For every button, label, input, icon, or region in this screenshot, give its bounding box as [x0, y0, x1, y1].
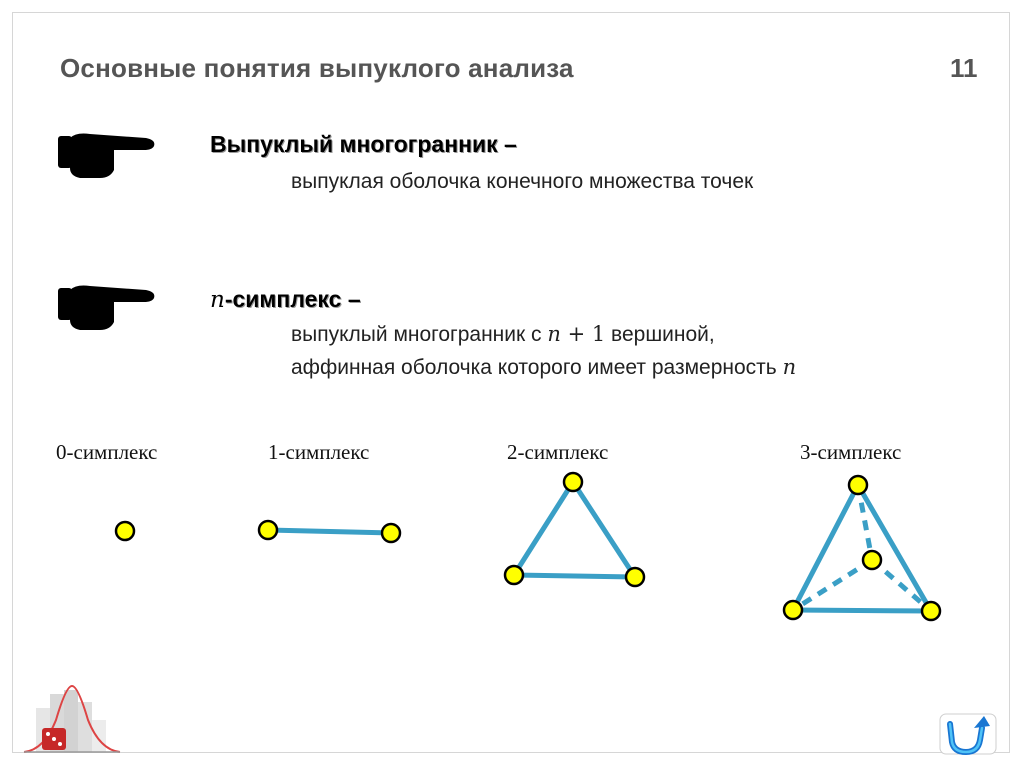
def-line2-variable: n [782, 355, 797, 379]
vertex-3-simplex-top [849, 476, 867, 494]
label-0-simplex: 0-симплекс [56, 440, 158, 464]
label-3-simplex: 3-симплекс [800, 440, 902, 464]
term-n-simplex-text: -симплекс – [224, 286, 361, 312]
vertex-2-simplex-left [505, 566, 523, 584]
edge-3-simplex-dashed-right [872, 560, 931, 611]
page-number: 11 [950, 53, 978, 83]
slide-title: Основные понятия выпуклого анализа [60, 53, 574, 83]
edge-1-simplex [268, 530, 391, 533]
vertex-2-simplex-top [564, 473, 582, 491]
def-line1-suffix: вершиной, [605, 323, 715, 346]
vertex-3-simplex-inner [863, 551, 881, 569]
distribution-dice-logo [22, 680, 122, 756]
term-variable-n: n [210, 287, 225, 313]
vertex-1-simplex-b [382, 524, 400, 542]
term-convex-polytope: Выпуклый многогранник – [210, 131, 517, 157]
label-2-simplex: 2-симплекс [507, 440, 609, 464]
vertex-3-simplex-left [784, 601, 802, 619]
vertex-2-simplex-right [626, 568, 644, 586]
edge-2-simplex-right [573, 482, 635, 577]
vertex-3-simplex-right [922, 602, 940, 620]
definition-convex-polytope: выпуклая оболочка конечного множества точек [291, 170, 754, 193]
vertex-0-simplex [116, 522, 134, 540]
edge-2-simplex-left [514, 482, 573, 575]
vertex-1-simplex-a [259, 521, 277, 539]
return-arrow-icon[interactable] [938, 712, 998, 756]
label-1-simplex: 1-симплекс [268, 440, 370, 464]
edge-2-simplex-base [514, 575, 635, 577]
def-line2-prefix: аффинная оболочка которого имеет размерность [291, 356, 783, 379]
def-line1-variable: n [547, 322, 561, 346]
def-line1-operator: + 1 [560, 322, 606, 346]
def-line1-prefix: выпуклый многогранник с [291, 323, 548, 346]
edge-3-simplex-base [793, 610, 931, 611]
